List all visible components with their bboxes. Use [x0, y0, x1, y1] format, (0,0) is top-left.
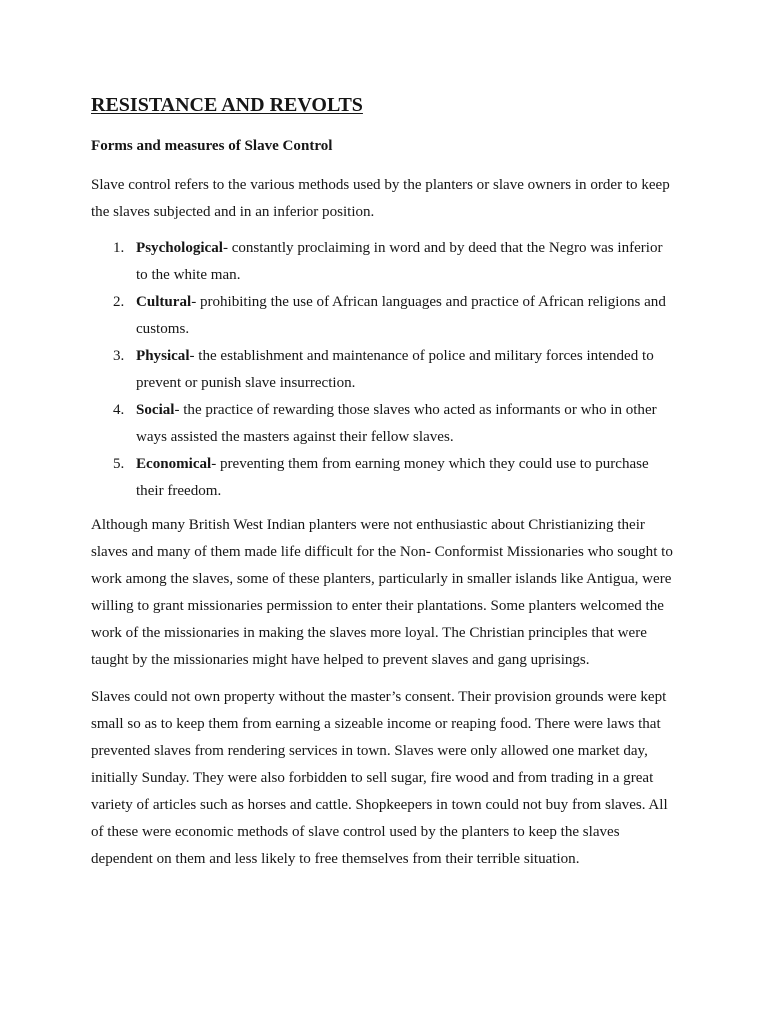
list-item: [91, 235, 676, 289]
list-number: 4.: [113, 402, 125, 418]
list-number: 2.: [113, 294, 125, 310]
list-text: - the practice of rewarding those slaves who acted as informants or who in other ways assisted the masters against their fellow slaves.: [136, 402, 657, 445]
list-number: 1.: [113, 240, 125, 256]
list-number: 3.: [113, 348, 125, 364]
list-text: - constantly proclaiming in word and by deed that the Negro was inferior to the white man.: [136, 240, 663, 283]
control-measures-list: [91, 235, 677, 505]
list-label: Physical: [136, 348, 190, 364]
list-item: [91, 397, 676, 451]
list-label: Social: [136, 402, 175, 418]
document-title: RESISTANCE AND REVOLTS: [91, 94, 363, 116]
list-text: - prohibiting the use of African languages and practice of African religions and customs.: [136, 294, 666, 337]
paragraph: Although many British West Indian planters were not enthusiastic about Christianizing their slaves and many of them made life difficult for the Non- Conformist Missionaries who sought to work among the slaves, some of these planters, particularly in smaller islands like Antigua, were willing to grant missionaries permission to enter their plantations. Some planters welcomed the work of the missionaries in making the slaves more loyal. The Christian principles that were taught by the missionaries might have helped to prevent slaves and gang uprisings.: [91, 517, 673, 668]
list-label: Economical: [136, 456, 212, 472]
list-item: [91, 343, 676, 397]
intro-paragraph: Slave control refers to the various methods used by the planters or slave owners in order to keep the slaves subjected and in an inferior position.: [91, 177, 670, 220]
list-item: [91, 451, 676, 505]
list-text: - the establishment and maintenance of police and military forces intended to prevent or punish slave insurrection.: [136, 348, 654, 391]
paragraph: Slaves could not own property without the master’s consent. Their provision grounds were kept small so as to keep them from earning a sizeable income or reaping food. There were laws that prevented slaves from rendering services in town. Slaves were only allowed one market day, initially Sunday. They were also forbidden to sell sugar, fire wood and from trading in a great variety of articles such as horses and cattle. Shopkeepers in town could not buy from slaves. All of these were economic methods of slave control used by the planters to keep the slaves dependent on them and less likely to free themselves from their terrible situation.: [91, 689, 668, 867]
list-number: 5.: [113, 456, 125, 472]
list-item: [91, 289, 676, 343]
list-label: Psychological: [136, 240, 223, 256]
list-text: - preventing them from earning money which they could use to purchase their freedom.: [136, 456, 649, 499]
list-label: Cultural: [136, 294, 192, 310]
section-heading: Forms and measures of Slave Control: [91, 138, 333, 154]
